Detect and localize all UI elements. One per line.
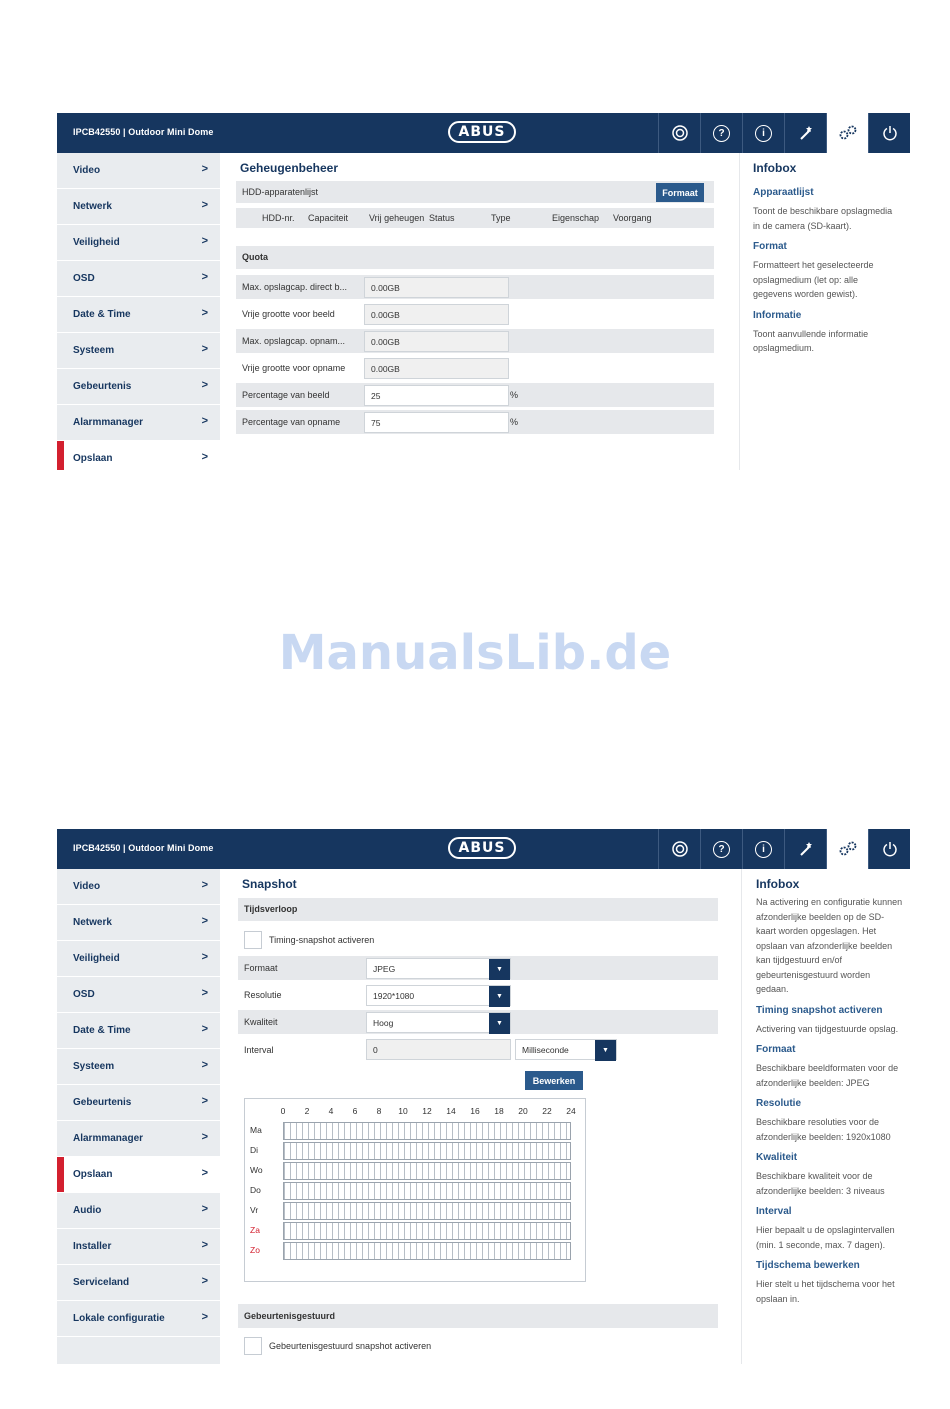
dropdown-arrow-icon: ▼ xyxy=(489,959,510,980)
infobox xyxy=(741,869,911,1364)
col-status: Status xyxy=(429,213,455,223)
hour-label: 12 xyxy=(422,1106,432,1116)
hour-label: 24 xyxy=(566,1106,576,1116)
infobox-text: Hier stelt u het tijdschema voor het opslaan in. xyxy=(756,1279,895,1304)
model-title: IPCB42550 | Outdoor Mini Dome xyxy=(73,843,214,853)
dropdown-arrow-icon: ▼ xyxy=(489,1013,510,1034)
power-icon[interactable] xyxy=(868,113,910,153)
schedule-row[interactable] xyxy=(283,1142,571,1160)
sidebar-item-date-time[interactable]: Date & Time > xyxy=(57,297,220,333)
sidebar-item-opslaan[interactable]: Opslaan > xyxy=(57,441,220,470)
infobox-heading: Apparaatlijst xyxy=(753,187,814,198)
quota-label: Quota xyxy=(242,252,268,262)
chevron-right-icon: > xyxy=(201,1131,208,1143)
help-icon[interactable]: ? xyxy=(700,829,742,869)
percentage-image-input[interactable]: 25 xyxy=(364,385,509,406)
schedule-row[interactable] xyxy=(283,1222,571,1240)
quality-select[interactable]: Hoog ▼ xyxy=(366,1012,511,1033)
hour-label: 10 xyxy=(398,1106,408,1116)
percent-unit: % xyxy=(510,390,519,400)
wizard-icon[interactable] xyxy=(784,829,826,869)
resolution-select[interactable]: 1920*1080 ▼ xyxy=(366,985,511,1006)
sidebar-item-alarmmanager[interactable]: Alarmmanager > xyxy=(57,405,220,441)
dropdown-arrow-icon: ▼ xyxy=(489,986,510,1007)
hour-label: 0 xyxy=(280,1106,286,1116)
quality-label: Kwaliteit xyxy=(244,1017,278,1027)
format-button[interactable]: Formaat xyxy=(656,183,704,202)
percentage-recording-input[interactable]: 75 xyxy=(364,412,509,433)
chevron-right-icon: > xyxy=(201,307,208,319)
quota-row-label: Max. opslagcap. opnam... xyxy=(242,336,346,346)
chevron-right-icon: > xyxy=(201,379,208,391)
event-snapshot-checkbox[interactable] xyxy=(244,1337,262,1355)
schedule-row[interactable] xyxy=(283,1202,571,1220)
chevron-right-icon: > xyxy=(201,415,208,427)
sidebar-item-date-time[interactable]: Date & Time > xyxy=(57,1013,220,1049)
settings-icon[interactable] xyxy=(826,113,868,153)
quota-row-label: Vrije grootte voor opname xyxy=(242,363,346,373)
chevron-right-icon: > xyxy=(201,1203,208,1215)
interval-unit-select[interactable]: Milliseconde ▼ xyxy=(515,1039,617,1060)
infobox-text: Toont de beschikbare opslagmedia in de camera (SD-kaart). xyxy=(753,206,893,231)
infobox-intro: Na activering en configuratie kunnen afzonderlijke beelden op de SD-kaart worden opgeslagen. Het opslaan van afzonderlijke beelden kan tijdgestuurd en/of gebeurtenisgestuurd worden gedaan. xyxy=(756,897,903,994)
sidebar-item-osd[interactable]: OSD > xyxy=(57,261,220,297)
day-label: Do xyxy=(250,1185,261,1195)
chevron-right-icon: > xyxy=(201,343,208,355)
hour-label: 14 xyxy=(446,1106,456,1116)
schedule-row[interactable] xyxy=(283,1122,571,1140)
chevron-right-icon: > xyxy=(201,915,208,927)
quota-row-label: Max. opslagcap. direct b... xyxy=(242,282,348,292)
infobox-title: Infobox xyxy=(756,877,800,891)
infobox-heading: Timing snapshot activeren xyxy=(756,1004,883,1016)
quota-row-label: Percentage van opname xyxy=(242,417,341,427)
infobox-heading: Resolutie xyxy=(756,1098,802,1109)
infobox-text: Formatteert het geselecteerde opslagmedium (let op: alle gegevens worden gewist). xyxy=(753,260,874,299)
sidebar-item-audio[interactable]: Audio > xyxy=(57,1193,220,1229)
event-snapshot-label: Gebeurtenisgestuurd snapshot activeren xyxy=(269,1341,432,1351)
chevron-right-icon: > xyxy=(201,271,208,283)
main-content xyxy=(236,153,714,470)
top-bar xyxy=(57,829,910,869)
info-icon[interactable]: i xyxy=(742,829,784,869)
hdd-list-label: HDD-apparatenlijst xyxy=(242,187,319,197)
day-label: Di xyxy=(250,1145,259,1155)
sidebar-item-alarmmanager[interactable]: Alarmmanager > xyxy=(57,1121,220,1157)
day-label: Za xyxy=(250,1225,260,1235)
top-icons xyxy=(658,829,910,869)
chevron-right-icon: > xyxy=(201,1095,208,1107)
col-voorgang: Voorgang xyxy=(613,213,652,223)
chevron-right-icon: > xyxy=(201,199,208,211)
infobox-heading: Interval xyxy=(756,1206,792,1217)
sidebar-nav xyxy=(57,153,220,470)
day-label: Zo xyxy=(250,1245,260,1255)
sidebar-item-systeem[interactable]: Systeem > xyxy=(57,1049,220,1085)
power-icon[interactable] xyxy=(868,829,910,869)
chevron-right-icon: > xyxy=(201,1239,208,1251)
schedule-grid[interactable] xyxy=(244,1098,586,1282)
watermark: ManualsLib.de xyxy=(278,625,672,681)
chevron-right-icon: > xyxy=(201,1167,208,1179)
hour-label: 4 xyxy=(328,1106,334,1116)
main-content xyxy=(238,869,718,1364)
sidebar-item-video[interactable]: Video > xyxy=(57,869,220,905)
sidebar-item-veiligheid[interactable]: Veiligheid > xyxy=(57,225,220,261)
day-label: Wo xyxy=(250,1165,263,1175)
edit-schedule-button[interactable]: Bewerken xyxy=(525,1071,583,1090)
interval-input[interactable]: 0 xyxy=(366,1039,511,1060)
format-label: Formaat xyxy=(244,963,278,973)
chevron-right-icon: > xyxy=(201,451,208,463)
infobox xyxy=(739,153,907,470)
abus-logo: ABUS xyxy=(448,837,516,859)
abus-logo: ABUS xyxy=(448,121,516,143)
col-hdd-nr: HDD-nr. xyxy=(262,213,295,223)
infobox-text: Beschikbare kwaliteit voor de afzonderlijke beelden: 3 niveaus xyxy=(756,1171,885,1196)
day-label: Ma xyxy=(250,1125,262,1135)
quota-row-label: Percentage van beeld xyxy=(242,390,330,400)
quota-value-field: 0.00GB xyxy=(364,358,509,379)
format-select[interactable]: JPEG ▼ xyxy=(366,958,511,979)
col-vrij-geheugen: Vrij geheugen xyxy=(369,213,425,223)
sidebar-item-installer[interactable]: Installer > xyxy=(57,1229,220,1265)
page-title: Geheugenbeheer xyxy=(240,161,339,175)
chevron-right-icon: > xyxy=(201,951,208,963)
chevron-right-icon: > xyxy=(201,1023,208,1035)
infobox-text: Toont aanvullende informatie opslagmedium. xyxy=(753,328,869,353)
chevron-right-icon: > xyxy=(201,879,208,891)
infobox-heading: Tijdschema bewerken xyxy=(756,1260,860,1271)
page-title: Snapshot xyxy=(242,877,297,891)
sidebar-item-netwerk[interactable]: Netwerk > xyxy=(57,189,220,225)
schedule-row[interactable] xyxy=(283,1242,571,1260)
schedule-row[interactable] xyxy=(283,1162,571,1180)
quota-value-field: 0.00GB xyxy=(364,277,509,298)
quota-header xyxy=(236,246,714,269)
infobox-title: Infobox xyxy=(753,161,797,175)
screenshot-storage-management xyxy=(0,113,950,470)
sidebar-item-serviceland[interactable]: Serviceland > xyxy=(57,1265,220,1301)
top-bar xyxy=(57,113,910,153)
screenshot-snapshot xyxy=(0,829,950,1364)
camera-icon[interactable] xyxy=(658,113,700,153)
info-icon[interactable]: i xyxy=(742,113,784,153)
hour-label: 16 xyxy=(470,1106,480,1116)
percent-unit: % xyxy=(510,417,519,427)
model-title: IPCB42550 | Outdoor Mini Dome xyxy=(73,127,214,137)
sidebar-item-video[interactable]: Video > xyxy=(57,153,220,189)
hour-label: 8 xyxy=(376,1106,382,1116)
schedule-row[interactable] xyxy=(283,1182,571,1200)
hour-label: 20 xyxy=(518,1106,528,1116)
quota-row-label: Vrije grootte voor beeld xyxy=(242,309,335,319)
settings-icon[interactable] xyxy=(826,829,868,869)
sidebar-item-veiligheid[interactable]: Veiligheid > xyxy=(57,941,220,977)
col-eigenschap: Eigenschap xyxy=(552,213,600,223)
day-label: Vr xyxy=(250,1205,259,1215)
infobox-text: Hier bepaalt u de opslagintervallen (min. 1 seconde, max. 7 dagen). xyxy=(756,1225,895,1250)
quota-value-field: 0.00GB xyxy=(364,304,509,325)
wizard-icon[interactable] xyxy=(784,113,826,153)
infobox-text: Activering van tijdgestuurde opslag. xyxy=(756,1023,899,1034)
dropdown-arrow-icon: ▼ xyxy=(595,1040,616,1061)
infobox-text: Beschikbare beeldformaten voor de afzonderlijke beelden: JPEG xyxy=(756,1063,899,1088)
chevron-right-icon: > xyxy=(201,987,208,999)
sidebar-item-netwerk[interactable]: Netwerk > xyxy=(57,905,220,941)
chevron-right-icon: > xyxy=(201,1275,208,1287)
hour-label: 6 xyxy=(352,1106,358,1116)
interval-label: Interval xyxy=(244,1045,274,1055)
hour-label: 22 xyxy=(542,1106,552,1116)
help-icon[interactable]: ? xyxy=(700,113,742,153)
sidebar-item-opslaan[interactable]: Opslaan > xyxy=(57,1157,220,1193)
sidebar-item-gebeurtenis[interactable]: Gebeurtenis > xyxy=(57,1085,220,1121)
chevron-right-icon: > xyxy=(201,1311,208,1323)
timing-section-header xyxy=(238,898,718,921)
col-type: Type xyxy=(491,213,511,223)
col-capaciteit: Capaciteit xyxy=(308,213,349,223)
infobox-heading: Format xyxy=(753,241,787,252)
resolution-label: Resolutie xyxy=(244,990,282,1000)
camera-icon[interactable] xyxy=(658,829,700,869)
sidebar-nav xyxy=(57,869,220,1364)
sidebar-item-lokale-configuratie[interactable]: Lokale configuratie > xyxy=(57,1301,220,1337)
hour-label: 18 xyxy=(494,1106,504,1116)
timing-snapshot-label: Timing-snapshot activeren xyxy=(269,935,375,945)
infobox-heading: Informatie xyxy=(753,309,802,321)
chevron-right-icon: > xyxy=(201,1059,208,1071)
timing-section-label: Tijdsverloop xyxy=(244,904,298,914)
infobox-heading: Kwaliteit xyxy=(756,1152,798,1163)
quota-value-field: 0.00GB xyxy=(364,331,509,352)
chevron-right-icon: > xyxy=(201,235,208,247)
sidebar-item-systeem[interactable]: Systeem > xyxy=(57,333,220,369)
event-section-label: Gebeurtenisgestuurd xyxy=(244,1311,336,1321)
timing-snapshot-checkbox[interactable] xyxy=(244,931,262,949)
sidebar-item-osd[interactable]: OSD > xyxy=(57,977,220,1013)
infobox-heading: Formaat xyxy=(756,1044,796,1055)
sidebar-item-gebeurtenis[interactable]: Gebeurtenis > xyxy=(57,369,220,405)
infobox-text: Beschikbare resoluties voor de afzonderlijke beelden: 1920x1080 xyxy=(756,1117,891,1142)
chevron-right-icon: > xyxy=(201,163,208,175)
top-icons xyxy=(658,113,910,153)
hour-label: 2 xyxy=(304,1106,310,1116)
